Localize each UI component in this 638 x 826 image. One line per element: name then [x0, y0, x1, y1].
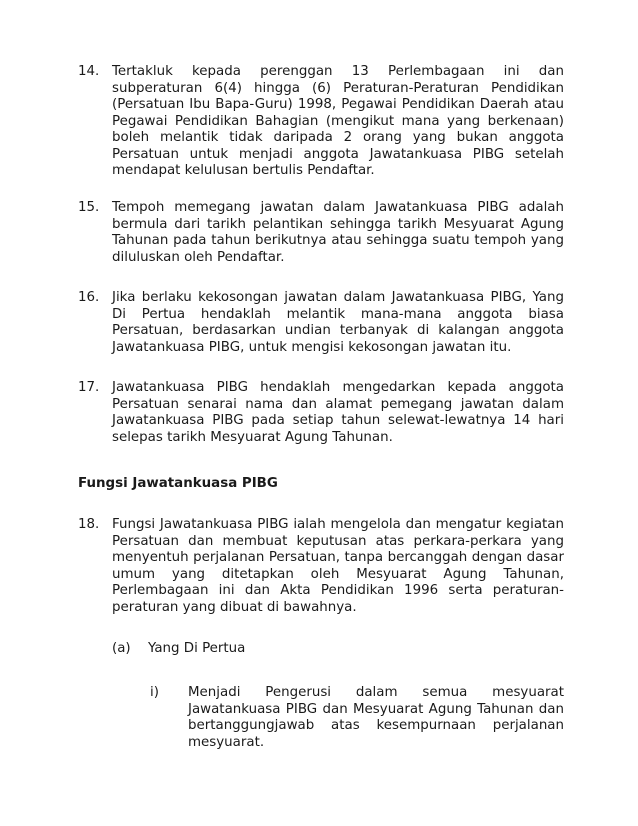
- clause-number: 14.: [78, 64, 100, 79]
- clause-number: 17.: [78, 380, 100, 395]
- clause-16: [78, 290, 564, 356]
- clause-18: [78, 517, 564, 616]
- clause-15: [78, 200, 564, 266]
- sub-item-i: [150, 685, 564, 751]
- clause-number: 16.: [78, 290, 100, 305]
- clause-17: [78, 380, 564, 446]
- clause-text: Tertakluk kepada perenggan 13 Perlembagaan ini dan subperaturan 6(4) hingga (6) Peraturan-Peraturan Pendidikan (Persatuan Ibu Bapa-Guru) 1998, Pegawai Pendidikan Daerah atau Pegawai Pendidikan Bahagian (mengikut mana yang berkenaan) boleh melantik tidak daripada 2 orang yang bukan anggota Persatuan untuk menjadi anggota Jawatankuasa PIBG setelah mendapat kelulusan bertulis Pendaftar.: [112, 64, 564, 178]
- clause-text: Tempoh memegang jawatan dalam Jawatankuasa PIBG adalah bermula dari tarikh pelantikan sehingga tarikh Mesyuarat Agung Tahunan pada tahun berikutnya atau sehingga suatu tempoh yang diluluskan oleh Pendaftar.: [112, 200, 564, 265]
- sub-item-text: Menjadi Pengerusi dalam semua mesyuarat Jawatankuasa PIBG dan Mesyuarat Agung Tahunan dan bertanggungjawab atas kesempurnaan perjalanan mesyuarat.: [188, 685, 564, 750]
- sub-item-text: Yang Di Pertua: [148, 641, 246, 656]
- clause-text: Jika berlaku kekosongan jawatan dalam Jawatankuasa PIBG, Yang Di Pertua hendaklah melantik mana-mana anggota biasa Persatuan, berdasarkan undian terbanyak di kalangan anggota Jawatankuasa PIBG, untuk mengisi kekosongan jawatan itu.: [112, 290, 564, 355]
- section-heading: Fungsi Jawatankuasa PIBG: [78, 476, 278, 491]
- clause-14: [78, 64, 564, 180]
- clause-text: Fungsi Jawatankuasa PIBG ialah mengelola dan mengatur kegiatan Persatuan dan membuat keputusan atas perkara-perkara yang menyentuh perjalanan Persatuan, tanpa bercanggah dengan dasar umum yang ditetapkan oleh Mesyuarat Agung Tahunan, Perlembagaan ini dan Akta Pendidikan 1996 serta peraturan-peraturan yang dibuat di bawahnya.: [112, 517, 564, 615]
- clause-text: Jawatankuasa PIBG hendaklah mengedarkan kepada anggota Persatuan senarai nama dan alamat pemegang jawatan dalam Jawatankuasa PIBG pada setiap tahun selewat-lewatnya 14 hari selepas tarikh Mesyuarat Agung Tahunan.: [112, 380, 564, 445]
- clause-number: 15.: [78, 200, 100, 215]
- sub-item-label: (a): [112, 641, 131, 656]
- clause-number: 18.: [78, 517, 100, 532]
- sub-item-label: i): [150, 685, 159, 700]
